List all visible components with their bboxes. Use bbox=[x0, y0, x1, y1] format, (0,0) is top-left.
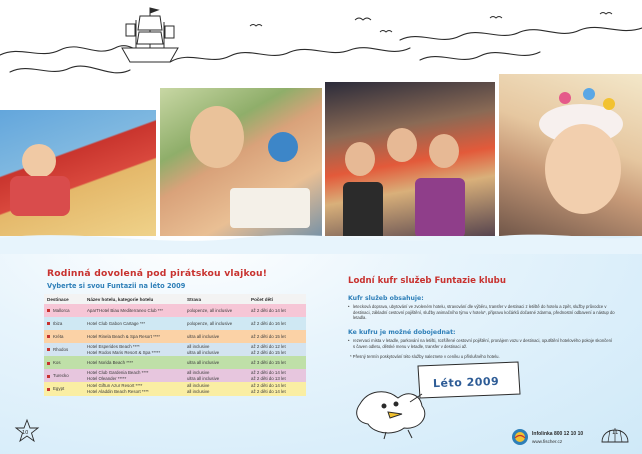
kids-allowance: až 2 děti do 15 let bbox=[251, 333, 286, 339]
services-heading: Kufr služeb obsahuje: bbox=[348, 295, 424, 302]
cell-hotel bbox=[84, 343, 184, 356]
bullet-icon bbox=[47, 348, 50, 351]
table-row bbox=[44, 356, 306, 369]
kids-allowance: až 2 děti do 14 let bbox=[251, 307, 286, 313]
column-header-board: Strava bbox=[184, 294, 248, 304]
table-body bbox=[44, 304, 306, 396]
photo-child-drawing bbox=[160, 88, 322, 242]
column-header-destination: Destinace bbox=[44, 294, 84, 304]
infoline-phone: Infolinka 800 12 10 10 bbox=[532, 431, 584, 437]
cell-board bbox=[184, 330, 248, 343]
page-number-right: 11 bbox=[612, 430, 619, 436]
cell-kids bbox=[248, 330, 306, 343]
kids-allowance: až 3 děti do 15 let bbox=[251, 359, 286, 365]
cell-board bbox=[184, 304, 248, 317]
table-row bbox=[44, 369, 306, 382]
cell-destination bbox=[44, 304, 84, 317]
cell-hotel bbox=[84, 317, 184, 330]
resorts-table bbox=[44, 294, 306, 396]
services-text: • letecková doprava, ubytování ve zvoleném hotelu, stravování dle výběru, transfer v destinaci z letiště do hotelu a zpět, služby průvodce v destinaci, základní cestovní pojištění, služby animačního týmu v hotelu*, připravu kočárků dočasné zdarma, přednostní odbavení a nástup do letadla. bbox=[353, 304, 615, 321]
cell-board bbox=[184, 369, 248, 382]
cell-hotel bbox=[84, 304, 184, 317]
cell-kids bbox=[248, 369, 306, 382]
column-header-hotel: Název hotelu, kategorie hotelu bbox=[84, 294, 184, 304]
kids-allowance: až 2 děti do 14 let bbox=[251, 388, 286, 394]
photo-child-swing bbox=[0, 110, 156, 242]
hotel-name: Hotel Giftun Azur Resort **** bbox=[87, 383, 143, 389]
bird-doodles bbox=[250, 13, 612, 33]
cell-hotel bbox=[84, 330, 184, 343]
cell-kids bbox=[248, 343, 306, 356]
bullet-icon bbox=[47, 388, 50, 391]
page-subtitle-left: Vyberte si svou Funtazii na léto 2009 bbox=[47, 282, 186, 290]
panel-wave bbox=[0, 224, 642, 254]
bullet-icon bbox=[47, 362, 50, 365]
table-row bbox=[44, 317, 306, 330]
bullet-icon bbox=[47, 335, 50, 338]
cell-kids bbox=[248, 317, 306, 330]
cell-board bbox=[184, 356, 248, 369]
funtazie-logo-icon bbox=[511, 428, 529, 446]
table-row bbox=[44, 343, 306, 356]
board-type: ultra all inclusive bbox=[187, 375, 220, 381]
destination-label: Kréta bbox=[53, 334, 64, 339]
kids-allowance: až 2 děti do 14 let bbox=[251, 383, 286, 389]
board-type: all inclusive bbox=[187, 344, 210, 349]
destination-label: Egypt bbox=[53, 386, 65, 392]
website-link[interactable]: www.fischer.cz bbox=[532, 439, 563, 444]
cell-destination bbox=[44, 356, 84, 369]
board-type: polopenze, all inclusive bbox=[187, 307, 233, 313]
cell-hotel bbox=[84, 382, 184, 395]
destination-label: Ibiza bbox=[53, 321, 63, 326]
kids-allowance: až 2 děti do 15 let bbox=[251, 349, 286, 355]
hotel-name: Hotel Esperides Beach **** bbox=[87, 344, 140, 349]
table-row bbox=[44, 382, 306, 395]
column-header-kids: Počet dětí bbox=[248, 294, 306, 304]
bullet-icon bbox=[47, 322, 50, 325]
board-type: ultra all inclusive bbox=[187, 359, 220, 365]
table-row bbox=[44, 330, 306, 343]
bullet-icon bbox=[47, 375, 50, 378]
destination-label: Turecko bbox=[53, 373, 69, 379]
cell-board bbox=[184, 382, 248, 395]
wave-line-5 bbox=[420, 52, 540, 60]
board-type: all inclusive bbox=[187, 388, 210, 394]
wave-line-3 bbox=[170, 48, 410, 62]
board-type: ultra all inclusive bbox=[187, 333, 220, 339]
cell-hotel bbox=[84, 356, 184, 369]
extras-text: • rezervaci místa v letadle, parkování na letišti, rozšířené cestovní pojištění, pronájem vozu v destinaci, oputštění hotelového pokoje skončení s čaven odletu, dětské menu v letadle, transfer v destinaci až. bbox=[353, 338, 615, 349]
cell-board bbox=[184, 343, 248, 356]
board-type: polopenze, all inclusive bbox=[187, 320, 233, 326]
footnote: * Přesný termín poskytování této služby naleznete v ceníku u příslušného hotelu. bbox=[350, 354, 500, 359]
summer-label: Léto 2009 bbox=[432, 374, 500, 391]
kids-allowance: až 2 děti do 12 let bbox=[251, 344, 286, 349]
page-title-left: Rodinná dovolená pod pirátskou vlajkou! bbox=[47, 268, 268, 279]
cell-destination bbox=[44, 343, 84, 356]
wave-line-4 bbox=[400, 27, 642, 40]
cell-kids bbox=[248, 304, 306, 317]
cell-destination bbox=[44, 317, 84, 330]
hotel-name: Hotel Norida Beach **** bbox=[87, 359, 134, 365]
photo-pirate-kids bbox=[325, 82, 495, 242]
board-type: ultra all inclusive bbox=[187, 349, 220, 355]
cell-destination bbox=[44, 382, 84, 395]
page-title-right: Lodní kufr služeb Funtazie klubu bbox=[348, 276, 506, 286]
hotel-name: Hotel Aladdin Beach Resort **** bbox=[87, 388, 149, 394]
hotel-name: Hotel Club Gardenia Beach **** bbox=[87, 370, 149, 376]
cell-kids bbox=[248, 382, 306, 395]
photo-strip bbox=[0, 74, 642, 242]
hotel-name: Hotel Rodos Maris Resort & Spa ***** bbox=[87, 349, 161, 355]
hotel-name: AparTHotel Biau Mediterraneo Club *** bbox=[87, 307, 163, 313]
cell-kids bbox=[248, 356, 306, 369]
kids-allowance: až 2 děti do 16 let bbox=[251, 320, 286, 326]
destination-label: Mallorca bbox=[53, 308, 70, 313]
wave-line-2 bbox=[10, 66, 130, 73]
kids-allowance: až 2 děti do 14 let bbox=[251, 370, 286, 376]
board-type: all inclusive bbox=[187, 383, 210, 389]
table-row bbox=[44, 304, 306, 317]
cell-hotel bbox=[84, 369, 184, 382]
bullet-icon bbox=[47, 309, 50, 312]
pirate-ship-icon bbox=[122, 8, 178, 62]
kids-allowance: až 2 děti do 13 let bbox=[251, 375, 286, 381]
hotel-name: Hotel Oleander ***** bbox=[87, 375, 127, 381]
destination-label: Kos bbox=[53, 360, 61, 366]
photo-face-painting bbox=[499, 74, 642, 242]
cell-destination bbox=[44, 330, 84, 343]
hotel-name: Hotel Rinela Beach & Spa Resort **** bbox=[87, 333, 160, 339]
hotel-name: Hotel Club Gabon Cartage *** bbox=[87, 320, 146, 326]
board-type: all inclusive bbox=[187, 370, 210, 376]
cell-destination bbox=[44, 369, 84, 382]
table-header-row bbox=[44, 294, 306, 304]
extras-heading: Ke kufru je možné dobojednat: bbox=[348, 329, 456, 336]
destination-label: Rhodos bbox=[53, 347, 69, 353]
cell-board bbox=[184, 317, 248, 330]
page-number-left: 10 bbox=[22, 430, 29, 436]
